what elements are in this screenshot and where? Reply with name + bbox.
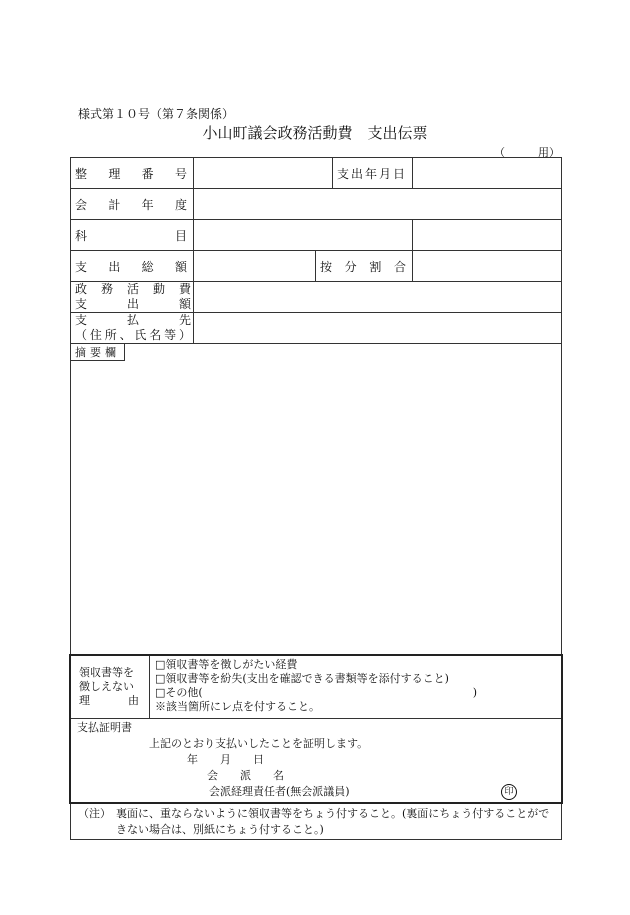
certificate-body: 上記のとおり支払いしたことを証明します。: [149, 737, 369, 750]
row-kaikei-nendo: [71, 189, 562, 220]
certificate-title: 支払証明書: [77, 721, 132, 734]
receipt-label-line2: 徴しえない: [79, 680, 134, 693]
receipt-note: ※該当箇所にレ点を付すること。: [155, 700, 320, 713]
field-anbun-wariai[interactable]: [413, 251, 562, 282]
field-seimu-katsudohi[interactable]: [194, 282, 562, 313]
field-kaikei-nendo[interactable]: [194, 189, 562, 220]
label-kamoku: 科 目: [71, 220, 194, 251]
lower-section: [69, 654, 563, 804]
certificate-date[interactable]: 年 月 日: [187, 753, 264, 766]
row-seiri-bango: [71, 158, 562, 189]
checkbox-other-label: □その他(: [155, 686, 203, 699]
footnote-prefix: （注）: [78, 807, 111, 820]
field-shishutsu-date[interactable]: [413, 158, 562, 189]
receipt-label-line3: 理 由: [79, 694, 139, 707]
payment-certificate: [77, 720, 549, 800]
checkbox-other-close: ): [472, 686, 477, 699]
label-shishutsu-sogaku: 支 出 総 額: [71, 251, 194, 282]
checkbox-difficult[interactable]: □領収書等を徴しがたい経費: [155, 658, 298, 671]
receipt-label-line1: 領収書等を: [79, 666, 134, 679]
row-shishutsu-sogaku: [71, 251, 562, 282]
label-anbun-wariai: 按 分 割 合: [316, 251, 413, 282]
label-seimu-line1: 政 務 活 動 費: [75, 282, 191, 296]
document-title: 小山町議会政務活動費 支出伝票: [202, 124, 428, 142]
field-shiharaisaki[interactable]: [194, 313, 562, 344]
receipt-reason-row: [71, 656, 561, 719]
receipt-reason-label: [71, 656, 150, 718]
row-kamoku: [71, 220, 562, 251]
checkbox-other[interactable]: [155, 686, 477, 700]
row-seimu-katsudohi: [71, 282, 562, 313]
footnote: [78, 806, 560, 838]
usage-field[interactable]: （ 用）: [494, 146, 560, 159]
checkbox-lost[interactable]: □領収書等を紛失(支出を確認できる書類等を添付すること): [155, 672, 449, 685]
row-shiharaisaki: [71, 313, 562, 344]
label-seiri-bango: 整 理 番 号: [71, 158, 194, 189]
footnote-text: 裏面に、重ならないように領収書等をちょう付すること。(裏面にちょう付することができない場合は、別紙にちょう付すること。): [116, 807, 550, 836]
label-seimu-katsudohi: [71, 282, 194, 313]
responsible-person[interactable]: [77, 784, 549, 800]
field-kamoku-2[interactable]: [413, 220, 562, 251]
receipt-options: [155, 658, 477, 714]
field-kamoku-1[interactable]: [194, 220, 413, 251]
field-seiri-bango[interactable]: [194, 158, 333, 189]
faction-name[interactable]: 会 派 名: [207, 769, 284, 782]
label-shishutsu-date: 支出年月日: [333, 158, 413, 189]
label-seimu-line2: 支 出 額: [75, 297, 191, 311]
label-tekiyo: 摘要欄: [71, 344, 125, 361]
label-shiharai-line2: （住所、氏名等）: [75, 328, 191, 342]
responsible-label: 会派経理責任者(無会派議員): [209, 785, 350, 798]
label-shiharaisaki: [71, 313, 194, 344]
form-number: 様式第１０号（第７条関係）: [78, 107, 235, 121]
label-shiharai-line1: 支 払 先: [75, 313, 191, 327]
seal-icon: 印: [501, 784, 517, 800]
label-kaikei-nendo: 会 計 年 度: [71, 189, 194, 220]
field-shishutsu-sogaku[interactable]: [194, 251, 316, 282]
